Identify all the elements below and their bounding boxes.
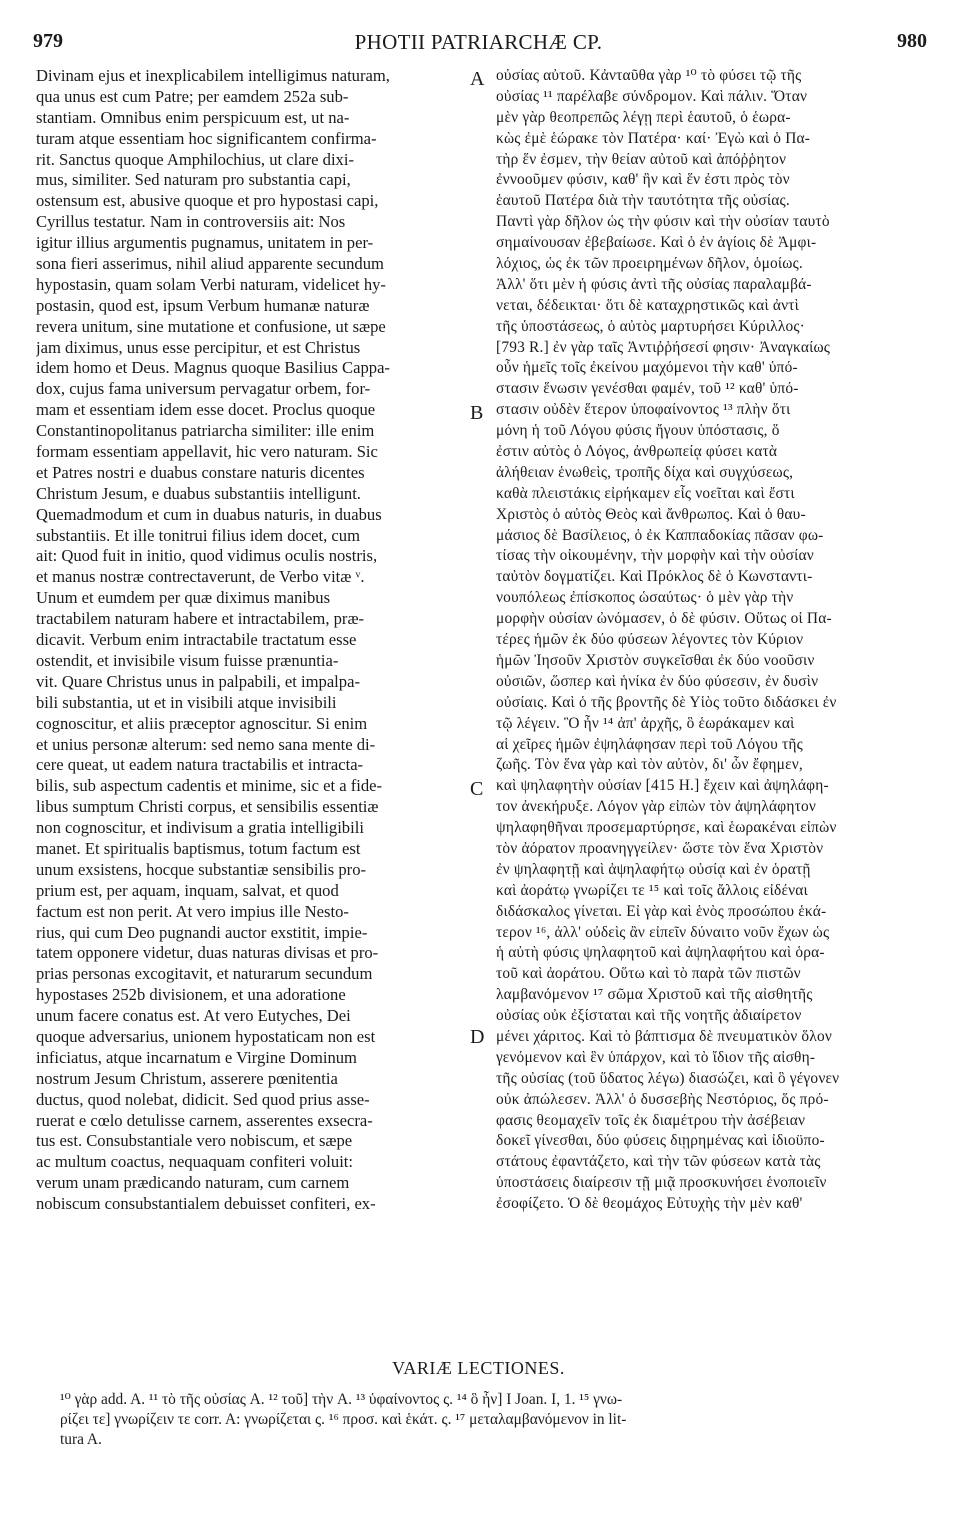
latin-text-line: formam essentiam appellavit, hic vero naturam. Sic <box>36 442 378 462</box>
greek-text-line: ἡμῶν Ἰησοῦν Χριστὸν συγκεῖσθαι ἐκ δύο νοοῦσιν <box>496 651 815 669</box>
page-number-left: 979 <box>33 30 63 52</box>
greek-text-line: μὲν γὰρ θεοπρεπῶς λέγῃ περὶ ἑαυτοῦ, ὁ ἑωρα- <box>496 108 791 126</box>
latin-text-line: cognoscitur, et aliis præceptor agnoscitur. Si enim <box>36 713 368 733</box>
latin-text-line: inficiatus, atque incarnatum e Virgine Dominum <box>36 1047 357 1067</box>
latin-text-line: postasin, quod est, ipsum Verbum humanæ naturæ <box>36 295 370 315</box>
latin-text-line: Unum et eumdem per quæ diximus manibus <box>36 588 331 608</box>
latin-text-line: mus, similiter. Sed naturam pro substantia capi, <box>36 170 351 190</box>
margin-letter-d: D <box>470 1026 485 1048</box>
greek-text-line: [793 R.] ἐν γὰρ ταῖς Ἀντιῤῥήσεσί φησιν· Ἀναγκαίως <box>496 338 831 356</box>
latin-text-line: bili substantia, ut et in visibili atque invisibili <box>36 692 337 712</box>
latin-text-line: igitur illius argumentis pugnamus, unitatem in per- <box>36 233 374 253</box>
greek-text-line: τῆς ὑποστάσεως, ὁ αὐτὸς μαρτυρήσει Κύριλλος· <box>496 317 806 335</box>
margin-letter-b: B <box>470 402 484 424</box>
greek-column <box>496 66 928 1215</box>
greek-text-line: οὐκ ἀπώλεσεν. Ἀλλ' ὁ δυσσεβὴς Νεστόριος, ὅς πρό- <box>496 1090 829 1108</box>
greek-text-line: μένει χάριτος. Καὶ τὸ βάπτισμα δὲ πνευματικὸν ὅλον <box>496 1027 833 1045</box>
latin-text-line: Constantinopolitanus patriarcha similiter: ille enim <box>36 421 375 441</box>
latin-text-line: manet. Et spiritualis baptismus, totum factum est <box>36 838 361 858</box>
latin-text-line: unum facere conatus est. At vero Eutyches, Dei <box>36 1006 351 1026</box>
greek-text-line: οὐσιῶν, ὥσπερ καὶ ἡνίκα ἐν δύο φύσεσιν, ἐν δυσὶν <box>496 672 819 690</box>
latin-text-line: revera unitum, sine mutatione et confusione, ut sæpe <box>36 316 386 336</box>
greek-text-line: Χριστὸς ὁ αὐτὸς Θεὸς καὶ ἄνθρωπος. Καὶ ὁ θαυ- <box>496 505 806 523</box>
latin-text-line: substantiis. Et ille tonitrui filius idem docet, cum <box>36 525 360 545</box>
greek-text-line: τερον ¹⁶, ἀλλ' οὐδεὶς ἂν εἰπεῖν δύναιτο νοῦν ἔχων ὡς <box>496 923 830 941</box>
greek-text-line: διδάσκαλος γίνεται. Εἰ γὰρ καὶ ἑνὸς προσώπου ἑκά- <box>496 902 827 920</box>
latin-text-line: idem homo et Deus. Magnus quoque Basilius Cappa- <box>36 358 390 378</box>
greek-text-line: ψηλαφηθῆναι προσεμαρτύρησε, καὶ ἑωρακέναι εἰπὼν <box>496 819 837 837</box>
greek-text-line: μορφὴν οὐσίαν ὠνόμασεν, ὁ δὲ φύσιν. Οὕτως οἱ Πα- <box>496 610 832 628</box>
greek-text-line: οὐσίας οὐκ ἐξίσταται καὶ τῆς νοητῆς ἀδιαίρετον <box>496 1007 802 1025</box>
variae-notes <box>60 1390 930 1450</box>
margin-letter-a: A <box>470 68 485 90</box>
latin-text-line: factum est non perit. At vero impius ille Nesto- <box>36 901 349 921</box>
greek-text-line: αἱ χεῖρες ἡμῶν ἐψηλάφησαν περὶ τοῦ Λόγου τῆς <box>496 735 803 753</box>
greek-text-line: νεται, δέδεικται· ὅτι δὲ καταχρηστικῶς καὶ ἀντὶ <box>496 296 799 314</box>
greek-text-line: στάτους ἐφαντάζετο, καὶ τὴν τῶν φύσεων κατὰ τὰς <box>496 1153 821 1171</box>
latin-text-line: hypostases 252b divisionem, et una adoratione <box>36 985 346 1005</box>
latin-text-line: dox, cujus fama universum pervagatur orbem, for- <box>36 379 371 399</box>
latin-text-line: bilis, sub aspectum cadentis et minime, sic et a fide- <box>36 776 383 796</box>
latin-text-line: ruerat e cœlo detulisse carnem, asserentes exsecra- <box>36 1110 373 1130</box>
greek-text-line: λαμβανόμενον ¹⁷ σῶμα Χριστοῦ καὶ τῆς αἰσθητῆς <box>496 986 813 1004</box>
latin-text-line: stantiam. Omnibus enim perspicuum est, ut na- <box>36 107 350 127</box>
greek-text-line: τον ἀνεκήρυξε. Λόγον γὰρ εἰπὼν τὸν ἀψηλάφητον <box>496 798 817 816</box>
greek-text-line: ἀλήθειαν ἑνωθεὶς, τροπῆς δίχα καὶ συγχύσεως, <box>496 463 794 481</box>
page-number-right: 980 <box>897 30 927 52</box>
greek-text-line: ἡ αὐτὴ φύσις ψηλαφητοῦ καὶ ἀψηλαφήτου καὶ ὁρα- <box>496 944 825 962</box>
greek-text-line: ἐν ψηλαφητῇ καὶ ἀψηλαφήτῳ οὐσίᾳ καὶ ἐν ὁρατῇ <box>496 860 811 878</box>
greek-text-line: ἐννοοῦμεν φύσιν, καθ' ἣν καὶ ἕν ἐστι πρὸς τὸν <box>496 171 790 189</box>
greek-text-line: τῆς οὐσίας (τοῦ ὕδατος λέγω) διασώζει, καὶ ὃ γέγονεν <box>496 1069 840 1087</box>
greek-text-line: μάσιος δὲ Βασίλειος, ὁ ἐκ Καππαδοκίας πᾶσαν φω- <box>496 526 824 544</box>
running-title: PHOTII PATRIARCHÆ CP. <box>354 30 603 54</box>
latin-text-line: verum unam prædicando naturam, cum carnem <box>36 1173 350 1193</box>
latin-text-line: rit. Sanctus quoque Amphilochius, ut clare dixi- <box>36 149 354 169</box>
latin-text-line: ductus, quod nolebat, didicit. Sed quod prius asse- <box>36 1089 370 1109</box>
latin-text-line: ac multum coactus, nequaquam confiteri voluit: <box>36 1152 354 1172</box>
greek-text-line: ἑαυτοῦ Πατέρα διὰ τὴν ταυτότητα τῆς οὐσίας. <box>496 192 790 210</box>
latin-text-line: ostendit, et invisibile visum fuisse prænuntia- <box>36 650 339 670</box>
latin-text-line: hypostasin, quam solam Verbi naturam, videlicet hy- <box>36 274 386 294</box>
variant-note-line: ρίζει τε] γνωρίζειν τε corr. A: γνωρίζεται ς. ¹⁶ προσ. καὶ ἑκάτ. ς. ¹⁷ μεταλαμβανόμενον in lit- <box>60 1411 627 1428</box>
greek-text-line: κὼς ἐμὲ ἑώρακε τὸν Πατέρα· καί· Ἐγὼ καὶ ὁ Πα- <box>496 129 811 147</box>
latin-text-line: quoque adversarius, unionem hypostaticam non est <box>36 1026 376 1046</box>
greek-text-line: λόχιος, ὡς ἐκ τῶν προειρημένων δῆλον, ὁμοίως. <box>496 255 803 273</box>
latin-text-line: turam atque essentiam hoc significantem confirma- <box>36 128 377 148</box>
latin-column <box>36 66 476 1215</box>
greek-text-line: καθὰ πλειστάκις εἰρήκαμεν εἷς νοεῖται καὶ ἔστι <box>496 484 795 502</box>
greek-text-line: μόνη ἡ τοῦ Λόγου φύσις ἤγουν ὑπόστασις, ὅ <box>496 422 780 440</box>
greek-text-line: οὐσίαις. Καὶ ὁ τῆς βροντῆς δὲ Υἱὸς τοῦτο διδάσκει ἐν <box>496 693 837 711</box>
greek-text-line: τοῦ καὶ ἀοράτου. Οὕτω καὶ τὸ παρὰ τῶν πιστῶν <box>496 965 801 983</box>
greek-text-line: σημαίνουσαν ἐβεβαίωσε. Καὶ ὁ ἐν ἁγίοις δὲ Ἀμφι- <box>496 234 817 252</box>
latin-text-line: ostensum est, abusive quoque et pro hypostasi capi, <box>36 191 379 211</box>
latin-text-line: Cyrillus testatur. Nam in controversiis ait: Nos <box>36 212 346 232</box>
latin-text-line: libus sumptum Christi corpus, et sensibilis essentiæ <box>36 797 379 817</box>
latin-text-line: prium est, per aquam, inquam, salvat, et quod <box>36 880 339 900</box>
variant-note-line: ¹⁰ γὰρ add. A. ¹¹ τὸ τῆς οὐσίας A. ¹² τοῦ] τὴν A. ¹³ ὑφαίνοντος ς. ¹⁴ ὃ ἦν] I Joan. I, 1. ¹⁵ γνω- <box>60 1391 623 1408</box>
latin-text-line: dicavit. Verbum enim intractabile tractatum esse <box>36 630 357 650</box>
greek-text-line: στασιν ἕνωσιν γενέσθαι φαμέν, τοῦ ¹² καθ' ὑπό- <box>496 380 799 398</box>
greek-text-line: τὸν ἀόρατον προανηγγείλεν· ὥστε τὸν ἕνα Χριστὸν <box>496 839 824 857</box>
margin-letter-c: C <box>470 778 484 800</box>
greek-text-line: φασις θεομαχεῖν τοῖς ἐκ διαμέτρου τὴν ἀσέβειαν <box>496 1111 806 1129</box>
latin-text-line: unum exsistens, hocque substantiæ sensibilis pro- <box>36 859 367 879</box>
greek-text-line: τέρες ἡμῶν ἐκ δύο φύσεων λέγοντες τὸν Κύριον <box>496 631 804 649</box>
greek-text-line: Ἀλλ' ὅτι μὲν ἡ φύσις ἀντὶ τῆς οὐσίας παραλαμβά- <box>496 275 812 293</box>
greek-text-line: οὖν ἡμεῖς τοῖς ἐκείνου μαχόμενοι τὴν καθ' ὑπό- <box>496 359 798 377</box>
variae-heading: VARIÆ LECTIONES. <box>392 1358 565 1378</box>
latin-text-line: vit. Quare Christus unus in palpabili, et impalpa- <box>36 671 360 691</box>
greek-text-line: γενόμενον καὶ ἓν ὑπάρχον, καὶ τὸ ἴδιον τῆς αἰσθη- <box>496 1048 816 1066</box>
latin-text-line: mam et essentiam idem esse docet. Proclus quoque <box>36 400 376 420</box>
latin-text-line: qua unus est cum Patre; per eamdem 252a sub- <box>36 86 349 106</box>
greek-text-line: ἐσοφίζετο. Ὁ δὲ θεομάχος Εὐτυχὴς τὴν μὲν καθ' <box>496 1195 803 1213</box>
greek-text-line: ἐστιν αὐτὸς ὁ Λόγος, ἀνθρωπείᾳ φύσει κατὰ <box>496 443 778 461</box>
page-header <box>0 30 957 60</box>
greek-text-line: οὐσίας ¹¹ παρέλαβε σύνδρομον. Καὶ πάλιν. Ὅταν <box>496 87 808 105</box>
latin-text-line: nobiscum consubstantialem debuisset confiteri, ex- <box>36 1194 376 1214</box>
greek-text-line: τίσας τὴν οἰκουμένην, τὴν μορφὴν καὶ τὴν οὐσίαν <box>496 547 814 565</box>
greek-text-line: καὶ ἀοράτῳ γνωρίζει τε ¹⁵ καὶ τοῖς ἄλλοις εἰδέναι <box>496 881 808 899</box>
greek-text-line: οὐσίας αὐτοῦ. Κἀνταῦθα γὰρ ¹⁰ τὸ φύσει τῷ τῆς <box>496 67 802 84</box>
greek-text-line: τὴρ ἕν ἐσμεν, τὴν θείαν αὐτοῦ καὶ ἀπόῤῥητον <box>496 150 787 168</box>
latin-text-line: Divinam ejus et inexplicabilem intelligimus naturam, <box>36 66 390 85</box>
latin-text-line: tatem opponere videtur, duas naturas divisas et pro- <box>36 943 379 963</box>
latin-text-line: Quemadmodum et cum in duabus naturis, in duabus <box>36 504 382 524</box>
latin-text-line: et manus nostræ contrectaverunt, de Verbo vitæ ᵛ. <box>36 567 365 587</box>
greek-text-line: ὑποστάσεις διαίρεσιν τῇ μιᾷ προσκυνήσει ἑνοποιεῖν <box>496 1174 827 1192</box>
latin-text-line: tractabilem naturam habere et intractabilem, præ- <box>36 609 365 629</box>
latin-text-line: ait: Quod fuit in initio, quod vidimus oculis nostris, <box>36 546 378 566</box>
latin-text-line: Christum Jesum, e duabus substantiis intelligunt. <box>36 483 361 503</box>
latin-text-line: prias personas excogitavit, et naturarum secundum <box>36 964 373 984</box>
latin-text-line: et unius personæ alterum: sed nemo sana mente di- <box>36 734 376 754</box>
greek-text-line: Παντὶ γὰρ δῆλον ὡς τὴν φύσιν καὶ τὴν οὐσίαν ταυτὸ <box>496 213 830 231</box>
latin-text-line: rius, qui cum Deo pugnandi auctor exstitit, impie- <box>36 922 368 942</box>
latin-text-line: et Patres nostri e duabus constare naturis dicentes <box>36 462 365 482</box>
greek-text-line: καὶ ψηλαφητὴν οὐσίαν [415 H.] ἔχειν καὶ ἀψηλάφη- <box>496 777 829 795</box>
greek-text-line: ζωῆς. Τὸν ἕνα γὰρ καὶ τὸν αὐτὸν, δι' ὧν ἔφημεν, <box>496 756 803 774</box>
latin-text-line: sona fieri asserimus, nihil aliud apparente secundum <box>36 254 384 274</box>
latin-text-line: nostrum Jesum Christum, asserere pœnitentia <box>36 1068 338 1088</box>
greek-text-line: τῷ λέγειν. Ὃ ἦν ¹⁴ ἀπ' ἀρχῆς, ὃ ἑωράκαμεν καὶ <box>496 714 795 732</box>
greek-text-line: ταὐτὸν δογματίζει. Καὶ Πρόκλος δὲ ὁ Κωνσταντι- <box>496 568 813 586</box>
latin-text-line: jam diximus, unus esse percipitur, et est Christus <box>36 337 361 357</box>
variant-note-line: tura A. <box>60 1431 102 1448</box>
latin-text-line: tus est. Consubstantiale vero nobiscum, et sæpe <box>36 1131 353 1151</box>
latin-text-line: non cognoscitur, et indivisum a gratia intelligibili <box>36 818 364 838</box>
latin-text-line: cere queat, ut eadem natura tractabilis et intracta- <box>36 755 364 775</box>
greek-text-line: στασιν οὐδὲν ἕτερον ὑποφαίνοντος ¹³ πλὴν ὅτι <box>496 401 791 419</box>
greek-text-line: νουπόλεως ἐπίσκοπος ὡσαύτως· ὁ μὲν γὰρ τὴν <box>496 589 794 607</box>
greek-text-line: δοκεῖ γίνεσθαι, δύο φύσεις διῃρημένας καὶ ἰδιοϋπο- <box>496 1132 825 1150</box>
